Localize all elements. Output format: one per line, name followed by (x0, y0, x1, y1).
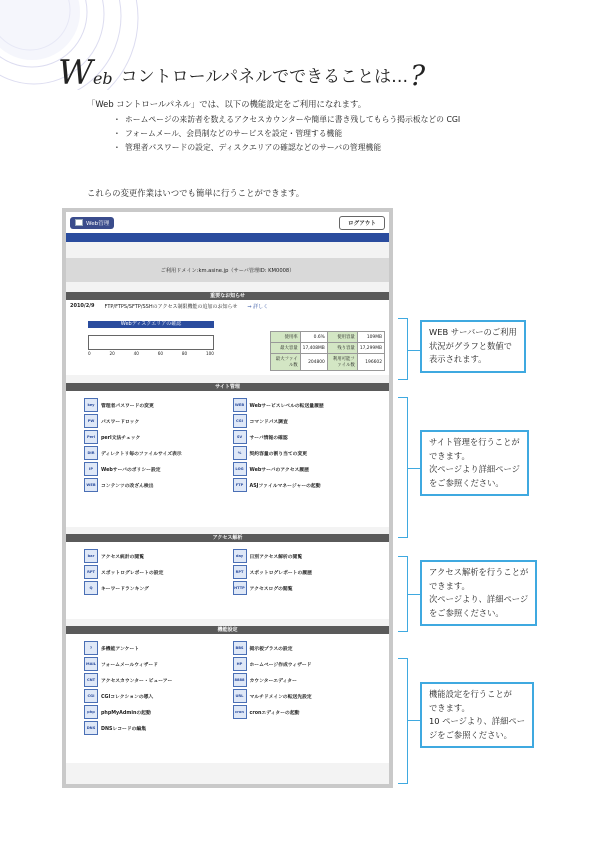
callout-bracket (398, 318, 408, 380)
stat-value: 17,299MB (357, 343, 384, 354)
menu-icon: % (233, 446, 247, 460)
domain-info: ご利用ドメイン:km.asine.jp（サーバ管理ID: KM0008） (66, 258, 389, 282)
callout-line: をご参照ください。 (429, 477, 504, 488)
callout-line: サイト管理を行うことが (429, 437, 520, 447)
menu-icon: DIR (84, 446, 98, 460)
stat-value: 0.6% (300, 332, 327, 343)
control-panel-screenshot (62, 208, 393, 788)
stat-key: 利用可能ファイル数 (327, 354, 357, 371)
menu-item[interactable] (84, 548, 227, 564)
menu-label: パスワードロック (101, 419, 140, 425)
callout-line: ジをご参照ください。 (429, 729, 512, 740)
menu-label: フォームメールウィザード (101, 662, 158, 668)
title-text: コントロールパネルでできることは… (120, 67, 409, 87)
menu-label: 掲示板プラスの設定 (249, 646, 293, 652)
menu-item[interactable] (84, 397, 227, 413)
menu-label: 契約容量の割り当ての変更 (249, 451, 308, 457)
menu-label: DNSレコードの編集 (101, 726, 147, 732)
menu-item[interactable] (233, 397, 376, 413)
callout-function-settings (420, 682, 534, 748)
title-w: W (58, 53, 93, 93)
stat-key: 使用率 (270, 332, 300, 343)
menu-item[interactable] (233, 704, 376, 720)
menu-icon: Perl (84, 430, 98, 444)
callout-bracket (398, 556, 408, 632)
stat-value: 109MB (357, 332, 384, 343)
callout-line: WEB サーバーのご利用 (429, 327, 517, 337)
tab-label: Web管理 (86, 220, 110, 227)
news-text: FTP/FTPS/SFTP/SSHのアクセス制限機能の追加のお知らせ (104, 304, 238, 310)
menu-label: スポットログレポートの設定 (101, 570, 164, 576)
callout-disk-usage (420, 320, 526, 373)
disk-axis-ticks (88, 351, 214, 356)
menu-label: アクセスログの閲覧 (249, 586, 293, 592)
outro-text: これらの変更作業はいつでも簡単に行うことができます。 (87, 188, 305, 198)
menu-item[interactable] (233, 640, 376, 656)
disk-usage-bar (88, 335, 214, 350)
menu-label: cronエディターの起動 (249, 710, 300, 716)
stat-key: 最大ファイル数 (270, 354, 300, 371)
intro-text: 「Web コントロールパネル」では、以下の機能設定をご利用になれます。 (87, 99, 367, 109)
menu-label: サーバ情報の確認 (249, 435, 288, 441)
menu-icon: bar (84, 549, 98, 563)
menu-label: カウンターエディター (249, 678, 297, 684)
menu-icon: SV (233, 430, 247, 444)
callout-line: をご参照ください。 (429, 607, 504, 618)
menu-icon: php (84, 705, 98, 719)
news-header: 重要なお知らせ (66, 292, 389, 300)
tick-label: 60 (157, 351, 164, 356)
stats-row (270, 354, 384, 371)
menu-item[interactable] (84, 656, 227, 672)
stats-row (270, 343, 384, 354)
menu-item[interactable] (233, 688, 376, 704)
news-date: 2010/2/9 (70, 303, 95, 309)
callout-access-analysis (420, 560, 537, 626)
disk-graph-title: Webディスクエリアの確認 (88, 321, 214, 328)
menu-icon: LOG (233, 462, 247, 476)
stat-key: 最大容量 (270, 343, 300, 354)
menu-item[interactable] (84, 477, 227, 493)
menu-label: ASJファイルマネージャーの起動 (249, 483, 321, 489)
menu-item[interactable] (84, 461, 227, 477)
web-admin-tab[interactable] (70, 217, 114, 229)
page-title (58, 52, 426, 93)
callout-site-management (420, 430, 529, 496)
tick-label: 0 (88, 351, 91, 356)
menu-label: 日別アクセス解析の閲覧 (249, 554, 303, 560)
menu-icon: WEB (233, 398, 247, 412)
callout-bracket (398, 397, 408, 538)
menu-item[interactable] (233, 564, 376, 580)
menu-item[interactable] (233, 580, 376, 596)
tick-label: 40 (133, 351, 139, 356)
disk-usage-graph (88, 321, 214, 371)
menu-icon: FTP (233, 478, 247, 492)
stat-value: 196602 (357, 354, 384, 371)
menu-item[interactable] (233, 445, 376, 461)
header-band (66, 233, 389, 242)
menu-item[interactable] (84, 704, 227, 720)
feature-item: ・ ホームページの来訪者を数えるアクセスカウンターや簡単に書き残してもらう掲示板などの CGI (113, 114, 513, 125)
stat-value: 204800 (300, 354, 327, 371)
menu-label: 管理者パスワードの変更 (101, 403, 154, 409)
tick-label: 100 (205, 351, 214, 356)
menu-item[interactable] (84, 564, 227, 580)
menu-icon: IP (84, 462, 98, 476)
menu-icon: BBS (233, 641, 247, 655)
menu-item[interactable] (84, 429, 227, 445)
disk-stats-table (270, 331, 385, 371)
panel-header (66, 212, 389, 233)
menu-item[interactable] (84, 688, 227, 704)
menu-icon: HP (233, 657, 247, 671)
menu-label: Webサーバのアクセス履歴 (249, 467, 309, 473)
menu-label: phpMyAdminの起動 (101, 710, 151, 716)
menu-icon: WEB (84, 478, 98, 492)
menu-icon: day (233, 549, 247, 563)
menu-icon: 8888 (233, 673, 247, 687)
site-management-section (66, 383, 389, 527)
menu-item[interactable] (84, 445, 227, 461)
access-analysis-section (66, 534, 389, 619)
menu-label: ディレクトリ毎のファイルサイズ表示 (101, 451, 182, 457)
menu-item[interactable] (233, 477, 376, 493)
menu-icon: CGI (233, 414, 247, 428)
menu-icon: ? (84, 641, 98, 655)
tick-label: 80 (181, 351, 188, 356)
news-row (66, 300, 389, 313)
menu-label: アクセスカウンター・ビューアー (101, 678, 173, 684)
feature-item: ・ 管理者パスワードの設定、ディスクエリアの確認などのサーバの管理機能 (113, 142, 513, 153)
stat-value: 17,408MB (300, 343, 327, 354)
disk-usage (66, 313, 389, 375)
stat-key: 残り容量 (327, 343, 357, 354)
feature-list (113, 114, 513, 156)
menu-icon: CNT (84, 673, 98, 687)
menu-item[interactable] (233, 548, 376, 564)
menu-label: CGIコレクションの導入 (101, 694, 154, 700)
menu-icon: key (84, 398, 98, 412)
menu-label: スポットログレポートの履歴 (249, 570, 312, 576)
menu-icon: PW (84, 414, 98, 428)
menu-icon: URL (233, 689, 247, 703)
section-header: サイト管理 (66, 383, 389, 391)
menu-label: Webサーバのポリシー設定 (101, 467, 161, 473)
menu-label: Webサービスレベルの転送量履歴 (249, 403, 324, 409)
menu-label: マルチドメインの転送先設定 (249, 694, 312, 700)
menu-item[interactable] (233, 672, 376, 688)
callout-line: できます。 (429, 702, 470, 713)
menu-icon: RPT (84, 565, 98, 579)
callout-line: 10 ページより、詳細ペー (429, 716, 525, 726)
callout-line: 次ページより、詳細ページ (429, 594, 529, 604)
callout-bracket (398, 658, 408, 784)
menu-item[interactable] (233, 656, 376, 672)
menu-label: ホームページ作成ウィザード (249, 662, 312, 668)
menu-item[interactable] (233, 429, 376, 445)
feature-item: ・ フォームメール、会員制などのサービスを設定・管理する機能 (113, 128, 513, 139)
menu-item[interactable] (233, 461, 376, 477)
menu-icon: cron (233, 705, 247, 719)
function-settings-section (66, 626, 389, 763)
tick-label: 20 (109, 351, 115, 356)
news-more-link[interactable]: ⇒ 詳しく (247, 304, 269, 310)
callout-line: できます。 (429, 450, 470, 461)
title-eb: eb (92, 69, 113, 88)
access-menu-grid (66, 542, 389, 600)
menu-icon: CGI (84, 689, 98, 703)
window-icon (75, 219, 83, 226)
title-question: ? (410, 59, 426, 92)
menu-label: アクセス統計の閲覧 (101, 554, 145, 560)
callout-line: アクセス解析を行うことが (429, 567, 529, 577)
callout-line: 次ページより詳細ページ (429, 464, 520, 474)
logout-button[interactable]: ログアウト (339, 216, 385, 230)
menu-item[interactable] (84, 672, 227, 688)
menu-label: コマンドパス調査 (249, 419, 288, 425)
menu-item[interactable] (84, 580, 227, 596)
callout-connector (408, 468, 420, 469)
section-header: 機能設定 (66, 626, 389, 634)
menu-icon: Q (84, 581, 98, 595)
function-menu-grid (66, 634, 389, 740)
site-menu-grid (66, 391, 389, 497)
menu-item[interactable] (233, 413, 376, 429)
callout-connector (408, 720, 420, 721)
menu-icon: RPT (233, 565, 247, 579)
menu-item[interactable] (84, 640, 227, 656)
menu-icon: HTTP (233, 581, 247, 595)
menu-icon: MAIL (84, 657, 98, 671)
section-header: アクセス解析 (66, 534, 389, 542)
menu-item[interactable] (84, 720, 227, 736)
callout-line: 表示されます。 (429, 354, 487, 364)
menu-label: 多機能アンケート (101, 646, 140, 652)
callout-line: できます。 (429, 580, 470, 591)
callout-connector (408, 350, 420, 351)
menu-item[interactable] (84, 413, 227, 429)
menu-label: キーワードランキング (101, 586, 149, 592)
menu-label: perl文法チェック (101, 435, 141, 441)
menu-label: コンテンツの改ざん検出 (101, 483, 154, 489)
menu-icon: DNS (84, 721, 98, 735)
stat-key: 使用容量 (327, 332, 357, 343)
callout-line: 機能設定を行うことが (429, 689, 512, 699)
stats-row (270, 332, 384, 343)
callout-line: 状況がグラフと数値で (429, 340, 512, 351)
callout-connector (408, 594, 420, 595)
